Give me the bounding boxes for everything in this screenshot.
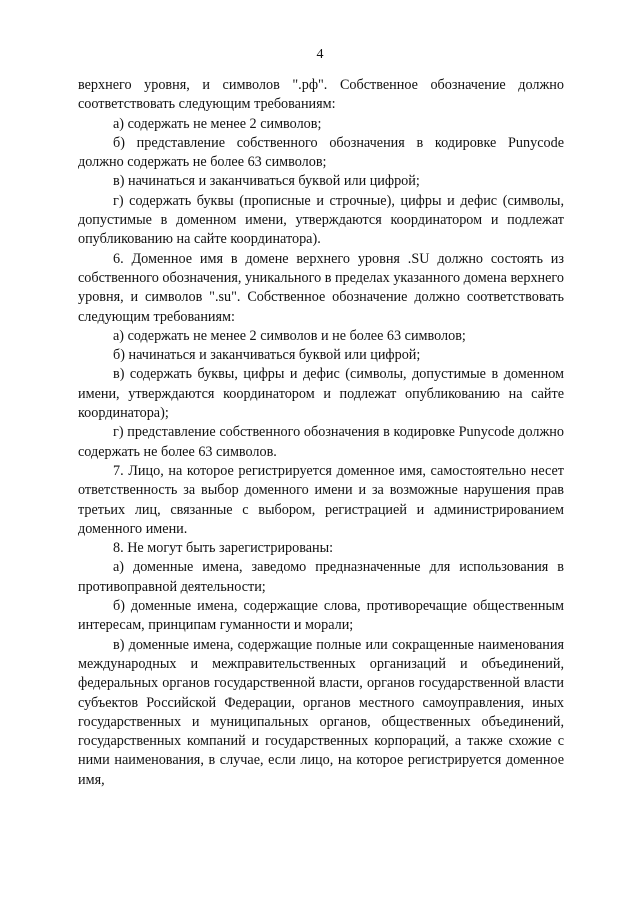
paragraph-section-8: 8. Не могут быть зарегистрированы: [113, 540, 334, 557]
paragraph-item-g: г) представление собственного обозначения в кодировке Punycode должно содержать не более 63 символов. [78, 424, 564, 460]
paragraph-section-7: 7. Лицо, на которое регистрируется доменное имя, самостоятельно несет ответственность за выбор доменного имени и за возможные нарушения прав третьих лиц, связанные с выбором, регистрацией и администрированием доменного имени. [78, 462, 564, 537]
paragraph-item-g: г) содержать буквы (прописные и строчные), цифры и дефис (символы, допустимые в доменном имени, утверждаются координатором и подлежат опубликованию на сайте координатора). [78, 192, 564, 248]
paragraph-item-b: б) начинаться и заканчиваться буквой или цифрой; [113, 347, 421, 364]
paragraph-item-v: в) содержать буквы, цифры и дефис (символы, допустимые в доменном имени, утверждаются координатором и подлежат опубликованию на сайте координатора); [78, 366, 564, 422]
paragraph-continuation: верхнего уровня, и символов ".рф". Собственное обозначение должно соответствовать следующим требованиям: [78, 77, 564, 113]
paragraph-item-a: а) содержать не менее 2 символов; [113, 115, 322, 132]
page-number: 4 [316, 47, 324, 62]
paragraph-item-v: в) начинаться и заканчиваться буквой или цифрой; [113, 173, 420, 190]
paragraph-item-a: а) доменные имена, заведомо предназначенные для использования в противоправной деятельности; [78, 559, 564, 595]
document-body [78, 76, 564, 790]
paragraph-item-v: в) доменные имена, содержащие полные или сокращенные наименования международных и межправительственных организаций и объединений, федеральных органов государственной власти, органов государственной власти субъектов Российской Федерации, органов местного самоуправления, иных государственных и муниципальных органов, общественных объединений, государственных компаний и государственных корпораций, а также схожие с ними наименования, в случае, если лицо, на которое регистрируется доменное имя, [78, 636, 564, 788]
paragraph-section-6: 6. Доменное имя в домене верхнего уровня .SU должно состоять из собственного обозначения, уникального в пределах указанного домена верхнего уровня, и символов ".su". Собственное обозначение должно соответствовать следующим требованиям: [78, 250, 564, 325]
paragraph-item-b: б) доменные имена, содержащие слова, противоречащие общественным интересам, принципам гуманности и морали; [78, 598, 564, 634]
paragraph-item-b: б) представление собственного обозначения в кодировке Punycode должно содержать не более 63 символов; [78, 134, 564, 171]
paragraph-item-a: а) содержать не менее 2 символов и не более 63 символов; [113, 327, 466, 344]
